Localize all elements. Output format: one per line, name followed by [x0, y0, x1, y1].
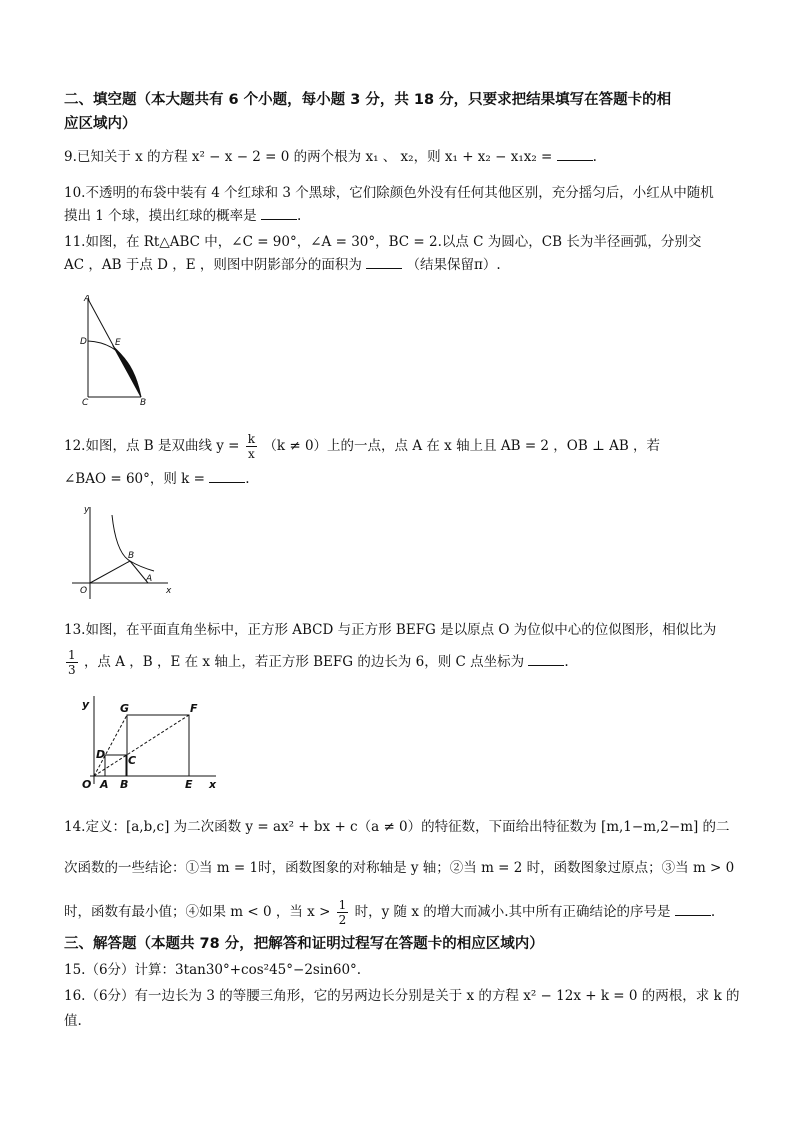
q11-label-a: A — [84, 295, 91, 304]
question-9 — [64, 148, 597, 166]
q12-line1-b: （k ≠ 0）上的一点，点 A 在 x 轴上且 AB = 2 ，OB ⊥ AB ，若 — [263, 438, 661, 454]
q10-line1: 10.不透明的布袋中装有 4 个红球和 3 个黑球，它们除颜色外没有任何其他区别，充分摇匀后，小红从中随机 — [64, 185, 714, 201]
q13-label-a: A — [100, 778, 109, 791]
q12-line2-text: ∠BAO = 60°，则 k = — [64, 471, 205, 487]
q14-line3-a: 时，函数有最小值；④如果 m < 0 ，当 x > — [64, 904, 331, 920]
q9-answer-blank[interactable] — [557, 148, 593, 161]
q13-end: . — [564, 654, 569, 670]
q13-fraction — [66, 648, 78, 677]
q14-line2: 次函数的一些结论：①当 m = 1时，函数图象的对称轴是 y 轴；②当 m = 2 时，函数图象过原点；③当 m > 0 — [64, 860, 735, 876]
q13-label-y: y — [82, 698, 90, 711]
section2-title-line2: 应区域内） — [64, 116, 137, 132]
q13-line2-text: ，点 A ，B ，E 在 x 轴上，若正方形 BEFG 的边长为 6，则 C 点坐标为 — [83, 654, 525, 670]
q14-line1: 14.定义：[a,b,c] 为二次函数 y = ax² + bx + c（a ≠ 0）的特征数，下面给出特征数为 [m,1−m,2−m] 的二 — [64, 819, 730, 835]
q14-frac-den: 2 — [338, 913, 347, 927]
section2-title-line1: 二、填空题（本大题共有 6 个小题，每小题 3 分，共 18 分，只要求把结果填写在答题卡的相 — [64, 92, 672, 108]
q14-frac-num: 1 — [338, 898, 347, 912]
q12-hyperbola-curve — [112, 515, 154, 571]
q14-line3 — [64, 898, 715, 927]
q10-answer-blank[interactable] — [261, 207, 297, 220]
q16-line2: 值. — [64, 1013, 82, 1029]
q12-hyperbola-figure — [68, 503, 174, 603]
q13-label-g: G — [120, 702, 130, 715]
q14-end: . — [710, 904, 716, 920]
q13-label-f: F — [190, 702, 198, 715]
q13-label-e: E — [185, 778, 193, 791]
q14-fraction — [337, 898, 349, 927]
q12-segment-ob — [90, 561, 130, 583]
q12-line2 — [64, 470, 250, 488]
q13-squares-figure — [72, 692, 222, 794]
q11-line1: 11.如图，在 Rt△ABC 中，∠C = 90°，∠A = 30°，BC = 2.以点 C 为圆心，CB 长为半径画弧，分别交 — [64, 234, 702, 250]
q11-label-c: C — [82, 398, 89, 407]
q12-label-x: x — [166, 586, 172, 596]
q11-side-ab — [88, 299, 141, 397]
q14-line3-b: 时，y 随 x 的增大而减小.其中所有正确结论的序号是 — [354, 904, 671, 920]
q13-line2 — [64, 648, 569, 677]
q11-line2-a: AC ，AB 于点 D ，E ，则图中阴影部分的面积为 — [64, 257, 362, 273]
q12-fraction — [246, 432, 257, 461]
q12-end: . — [245, 471, 250, 487]
q10-end: . — [296, 208, 302, 224]
q12-answer-blank[interactable] — [209, 470, 245, 483]
q12-frac-den: x — [248, 447, 255, 461]
q10-line2-text: 摸出 1 个球，摸出红球的概率是 — [64, 208, 257, 224]
q13-line1: 13.如图，在平面直角坐标中，正方形 ABCD 与正方形 BEFG 是以原点 O 为位似中心的位似图形，相似比为 — [64, 622, 717, 638]
q13-square-abcd — [105, 755, 126, 776]
q13-frac-num: 1 — [68, 648, 76, 662]
q13-label-b: B — [120, 778, 129, 791]
q11-line2 — [64, 256, 501, 274]
section2-title — [64, 88, 734, 136]
q13-label-d: D — [96, 748, 106, 761]
section3-title: 三、解答题（本题共 78 分，把解答和证明过程写在答题卡的相应区域内） — [64, 936, 544, 952]
q11-triangle-figure — [78, 295, 158, 407]
q12-label-a: A — [146, 574, 153, 584]
q10-line2 — [64, 207, 301, 225]
q15-text: 15.（6分）计算：3tan30°+cos²45°−2sin60°. — [64, 962, 362, 978]
q12-label-b: B — [128, 551, 135, 561]
q11-label-d: D — [80, 337, 87, 347]
q13-label-c: C — [128, 754, 137, 767]
q11-label-b: B — [140, 398, 147, 407]
q11-label-e: E — [115, 338, 121, 348]
q12-label-y: y — [84, 505, 90, 515]
q13-answer-blank[interactable] — [528, 653, 564, 666]
q13-square-befg — [127, 715, 189, 776]
q9-text: 9.已知关于 x 的方程 x² − x − 2 = 0 的两个根为 x₁ 、 x₂，则 x₁ + x₂ − x₁x₂ = — [64, 149, 553, 165]
q11-line2-b: （结果保留π）. — [406, 257, 501, 273]
q13-dashed-of — [94, 715, 189, 776]
q14-answer-blank[interactable] — [675, 903, 711, 916]
q9-end: . — [592, 149, 597, 165]
q13-label-x: x — [209, 778, 217, 791]
q12-label-o: O — [80, 586, 88, 596]
q11-answer-blank[interactable] — [366, 256, 402, 269]
q12-line1-a: 12.如图，点 B 是双曲线 y = — [64, 438, 240, 454]
q12-line1 — [64, 432, 660, 461]
q13-frac-den: 3 — [68, 663, 76, 677]
q13-label-o: O — [82, 778, 92, 791]
q13-dashed-og — [94, 715, 127, 776]
q11-arc — [88, 341, 141, 397]
q16-line1: 16.（6分）有一边长为 3 的等腰三角形，它的另两边长分别是关于 x 的方程 x² − 12x + k = 0 的两根，求 k 的 — [64, 988, 740, 1004]
q12-frac-num: k — [247, 432, 256, 446]
